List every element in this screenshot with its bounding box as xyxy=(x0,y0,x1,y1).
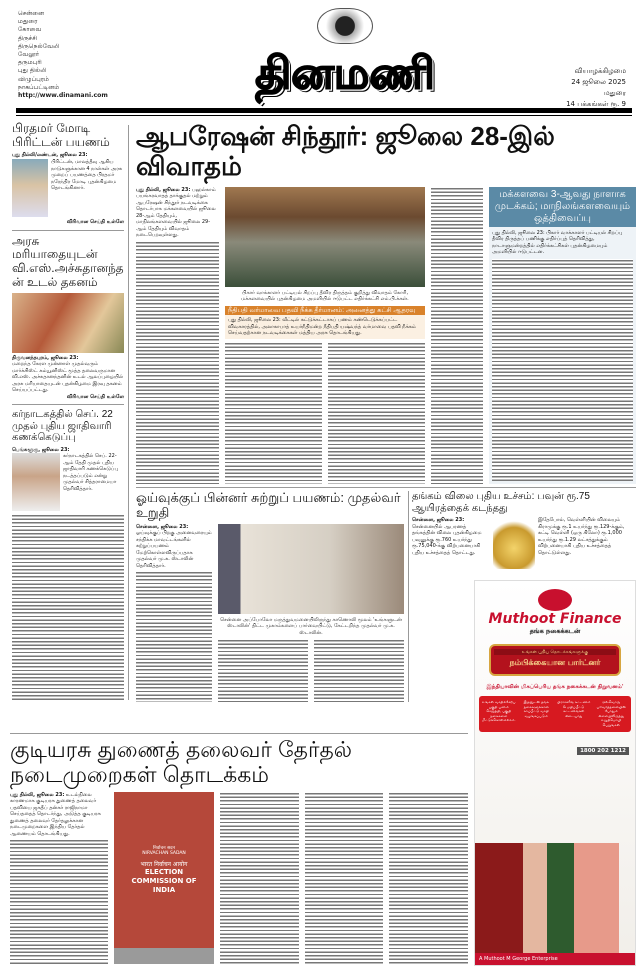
body-text xyxy=(218,639,308,702)
banner-top: உங்கள் புதிய தொடக்கங்களுக்கு xyxy=(494,649,616,655)
ad-brand: Muthoot Finance xyxy=(488,611,622,627)
edition: திருநெல்வேலி xyxy=(18,42,60,50)
feature: ஒவ்வொரு பரிவர்த்தனையின் போதும் கிளையிலிருந்து உறுதிமொழி பெறுங்கள் xyxy=(596,700,626,727)
left-story-achuthanandan xyxy=(12,235,124,401)
chief-minister-photo xyxy=(218,524,404,614)
dateline: சென்னை, ஜூலை 23: xyxy=(412,517,465,523)
gold-headline: தங்கம் விலை புதிய உச்சம்: பவுன் ரூ.75 ஆயிரத்தைக் கடந்தது xyxy=(412,491,590,514)
bottom-story-text xyxy=(10,792,108,964)
left-story-modi xyxy=(12,122,124,226)
body-text xyxy=(225,342,322,484)
masthead-logo xyxy=(200,8,490,104)
body-text xyxy=(12,514,124,700)
edition: நாகப்பட்டினம் xyxy=(18,83,60,91)
sign-text: ELECTION COMMISSION OF INDIA xyxy=(131,867,197,894)
dateline: சென்னை, ஜூலை 23: xyxy=(136,523,189,530)
sidebar-story xyxy=(489,187,636,484)
lead-story-text xyxy=(136,187,219,484)
sidebar-headline: மக்களவை 3-ஆவது நாளாக முடக்கம்; மாநிலங்களவையும் ஒத்திவைப்பு xyxy=(489,187,636,227)
column-divider xyxy=(408,491,409,702)
banner-text: நம்பிக்கையான பார்ட்னர் xyxy=(509,658,601,667)
election-commission-photo xyxy=(114,792,214,964)
left-story-karnataka xyxy=(12,409,124,700)
divider xyxy=(12,404,124,405)
edition: விழுப்புரம் xyxy=(18,75,50,83)
divider xyxy=(136,487,636,488)
ad-family-photo xyxy=(475,843,635,953)
bottom-story xyxy=(10,737,468,964)
website-link[interactable]: http://www.dinamani.com xyxy=(18,92,108,100)
lead-headline: ஆபரேஷன் சிந்தூர்: ஜூலை 28-இல் விவாதம் xyxy=(136,121,555,181)
body-text xyxy=(136,241,219,484)
divider xyxy=(10,733,468,734)
gold-text xyxy=(412,517,490,556)
lede: புது தில்லி, ஜூலை 23: பிகார் வாக்காளர் பட்டியல் சிறப்பு தீவிர திருத்தப் பணிக்கு எதிர்ப்புத் தெரிவித்து, நாடாளுமன்றத்தில் எதிர்க்கட்சிகள் புதன்கிழமையும் அமளியில் ஈடுபட்டன. xyxy=(492,229,623,256)
body-text xyxy=(220,792,299,964)
emblem-icon xyxy=(317,8,373,44)
dateline: புது தில்லி, ஜூலை 23: xyxy=(136,186,191,193)
edition-list xyxy=(18,10,108,100)
date: 24 ஜூலை 2025 xyxy=(571,78,626,86)
dateline: புது தில்லி/லண்டன், ஜூலை 23: xyxy=(12,151,88,158)
second-story xyxy=(136,491,404,702)
body-text xyxy=(305,792,384,964)
lede: சென்னையில் ஆபரணத் தங்கத்தின் விலை புதன்கிழமை பவுனுக்கு ரூ.760 உயர்ந்து ரூ.75,040-க்கு விற்பனையாகி புதிய உச்சத்தைத் தொட்டது. xyxy=(412,523,482,556)
edition: திருச்சி xyxy=(18,34,38,42)
ad-banner xyxy=(489,644,621,676)
dateline: பெங்களூரு, ஜூலை 23: xyxy=(12,446,70,453)
sign-text: NIRVACHAN SADAN xyxy=(142,850,186,856)
parliament-photo xyxy=(225,187,425,287)
divider xyxy=(12,230,124,231)
masthead-rule-thin xyxy=(16,115,632,116)
column-divider xyxy=(128,125,129,700)
ad-claim: இந்தியாவின் மிகப்பெரிய தங்க நகைக்கடன் நிறுவனம்' xyxy=(486,684,624,690)
left-column xyxy=(12,122,124,700)
dateline: புது தில்லி, ஜூலை 23: xyxy=(10,791,65,798)
funeral-photo xyxy=(12,293,124,353)
edition: சென்னை xyxy=(18,10,45,17)
headline: கர்நாடகத்தில் செப். 22 முதல் புதிய ஜாதிவாரி கணக்கெடுப்பு xyxy=(12,409,113,444)
lede: பிரிட்டன், மாலத்தீவு ஆகிய நாடுகளுக்கான 4 நாள்கள் அரசு முறைப் பயணத்தை பிரதமர் நரேந்திர மோடி புதன்கிழமை தொடங்கினார். xyxy=(51,159,123,192)
lede2: இதேபோல், வெள்ளியின் விலையும் கிராமுக்கு ரூ.1 உயர்ந்து ரூ.129-க்கும், கட்டி வெள்ளி (ஒரு கிலோ) ரூ.1,000 உயர்ந்து ரூ.1.29 லட்சத்துக்கும் விற்பனையாகி புதிய உச்சத்தைத் தொட்டுள்ளது. xyxy=(538,517,625,556)
photo-caption: சென்னை அப்போலோ மருத்துவமனையிலிருந்து காணொலி மூலம் 'உங்களுடன் ஸ்டாலின்' திட்ட முகாம்களைப் பார்வையிட்டு, கேட்டறிந்த முதல்வர் மு.க. ஸ்டாலின். xyxy=(220,616,402,636)
edition: கோவை xyxy=(18,26,42,34)
body-text xyxy=(389,792,468,964)
muthoot-ad[interactable] xyxy=(474,580,636,966)
credit: விரிவான செய்தி உள்ளே xyxy=(66,393,124,400)
body-text xyxy=(431,187,483,484)
ad-footer: A Muthoot M George Enterprise xyxy=(475,953,635,965)
lede: உடல்நிலை காரணமாக குடியரசு துணைத் தலைவர் பதவியை ஜகதீப் தன்கர் ராஜிநாமா செய்ததைத் தொடர்ந்து, அடுத்த குடியரசு துணைத் தலைவர் தேர்தலுக்கான நடைமுறைகளை இந்திய தேர்தல் ஆணையம் தொடங்கியது. xyxy=(10,791,101,837)
edition: புது தில்லி xyxy=(18,67,47,75)
lede: மறைந்த கேரள முன்னாள் முதல்வரும் மார்க்சிஸ்ட் கம்யூனிஸ்ட் மூத்த தலைவருமான வி.எஸ். அச்சுதானந்தனின் உடல் ஆலப்புழையில் அரசு மரியாதையுடன் புதன்கிழமை இரவு தகனம் செய்யப்பட்டது. xyxy=(12,361,124,394)
edition: மதுரை xyxy=(18,18,38,26)
sub-story xyxy=(225,306,425,339)
sign-text: निर्वाचन सदन xyxy=(152,845,176,851)
sign-text: भारत निर्वाचन आयोग xyxy=(140,860,188,868)
headline: பிரதமர் மோடி பிரிட்டன் பயணம் xyxy=(12,121,110,149)
siddaramaiah-photo xyxy=(12,453,60,511)
modi-photo xyxy=(12,159,48,217)
body-text xyxy=(492,259,633,481)
dateline xyxy=(566,66,626,110)
bottom-headline: குடியரசு துணைத் தலைவர் தேர்தல் நடைமுறைகள் தொடக்கம் xyxy=(10,737,353,788)
feature: இதனுடன் தங்க நகைகளுக்கான காப்பீட்டு வசதி வழங்கப்படும் xyxy=(523,700,549,718)
edition: தருமபுரி xyxy=(18,59,42,67)
body-text xyxy=(314,639,404,702)
lead-story xyxy=(136,122,636,484)
lede: ஓய்வுக்குப் பிறகு அனைவரையும் சந்திக்க மாவட்டங்களில் சுற்றுப்பயணம் மேற்கொள்ளவிருப்பதாக முதல்வர் மு.க. ஸ்டாலின் தெரிவித்தார். xyxy=(136,530,212,569)
credit: விரிவான செய்தி உள்ளே xyxy=(66,219,124,226)
muthoot-logo-icon xyxy=(538,589,572,611)
newspaper-title: தினமணி xyxy=(255,48,435,99)
edition-name: மதுரை xyxy=(604,89,626,97)
body-text xyxy=(136,571,212,702)
pages-price: 14 பக்கங்கள் ரூ. 9 xyxy=(566,100,626,108)
body-text xyxy=(10,839,108,964)
masthead-rule xyxy=(16,108,632,113)
photo-caption: பிகார் வாக்காளர் பட்டியல் சிறப்பு தீவிர திருத்தம் குறித்து விவாதம் கோரி, மக்களவையில் புதன்கிழமை அமளியில் ஈடுபட்ட எதிர்க்கட்சி எம்.பி.க்கள். xyxy=(241,289,409,303)
second-headline: ஓய்வுக்குப் பின்னர் சுற்றுப் பயணம்: முதல்வர் உறுதி xyxy=(136,490,401,520)
second-story-text xyxy=(136,524,212,702)
day: வியாழக்கிழமை xyxy=(574,67,626,75)
edition: வேலூர் xyxy=(18,51,40,59)
lede: கர்நாடகத்தில் செப். 22-ஆம் தேதி முதல் புதிய ஜாதிவாரி கணக்கெடுப்பு நடத்தப்படும் என்று முதல்வர் சித்தராமையா தெரிவித்தார். xyxy=(63,453,119,492)
feature: உங்கள் வசதிக்கேற்ப பகுதி பணம் செலுத்தி, பகுதி நகைகளை மீட்டுக்கொள்ளலாம். xyxy=(481,700,516,723)
gold-story xyxy=(412,491,636,575)
gold-necklace-photo xyxy=(493,517,535,569)
ad-tagline: தங்க நகைக்கடன் xyxy=(529,627,581,635)
subhead: நீதிபதி வர்மாவை பதவி நீக்க தீர்மானம்: அனைத்து கட்சி ஆதரவு xyxy=(225,306,425,315)
headline: அரசு மரியாதையுடன் வி.எஸ்.அச்சுதானந்தன் உடல் தகனம் xyxy=(12,233,124,289)
sub-lede: புது தில்லி, ஜூலை 23: வீட்டில் கட்டுக்கட்டாகப் பணம் கண்டெடுக்கப்பட்ட விவகாரத்தில், அலாகாபாத் உயர்நீதிமன்ற நீதிபதி யஷ்வந்த் வர்மாவை பதவி நீக்கம் செய்வதற்கான நடவடிக்கைகள் மத்திய அரசு தொடங்கியது. xyxy=(228,317,416,337)
ad-features xyxy=(479,696,631,732)
body-text xyxy=(328,342,425,484)
dateline: திருவனந்தபுரம், ஜூலை 23: xyxy=(12,354,79,361)
feature: பிராசஸிங் கட்டணம் & மதிப்பீட்டு கட்டணங்கள் கிடையாது xyxy=(557,700,591,718)
lede: பஹல்காம் பயங்கரவாதத் தாக்குதல் மற்றும் ஆபரேஷன் சிந்தூர் நடவடிக்கை தொடர்பாக மக்களவையில் ஜூலை 28-ஆம் தேதியும், மாநிலங்களவையில் ஜூலை 29-ஆம் தேதியும் விவாதம் நடைபெறவுள்ளது. xyxy=(136,186,216,239)
ad-phone[interactable]: 1800 202 1212 xyxy=(577,747,629,755)
